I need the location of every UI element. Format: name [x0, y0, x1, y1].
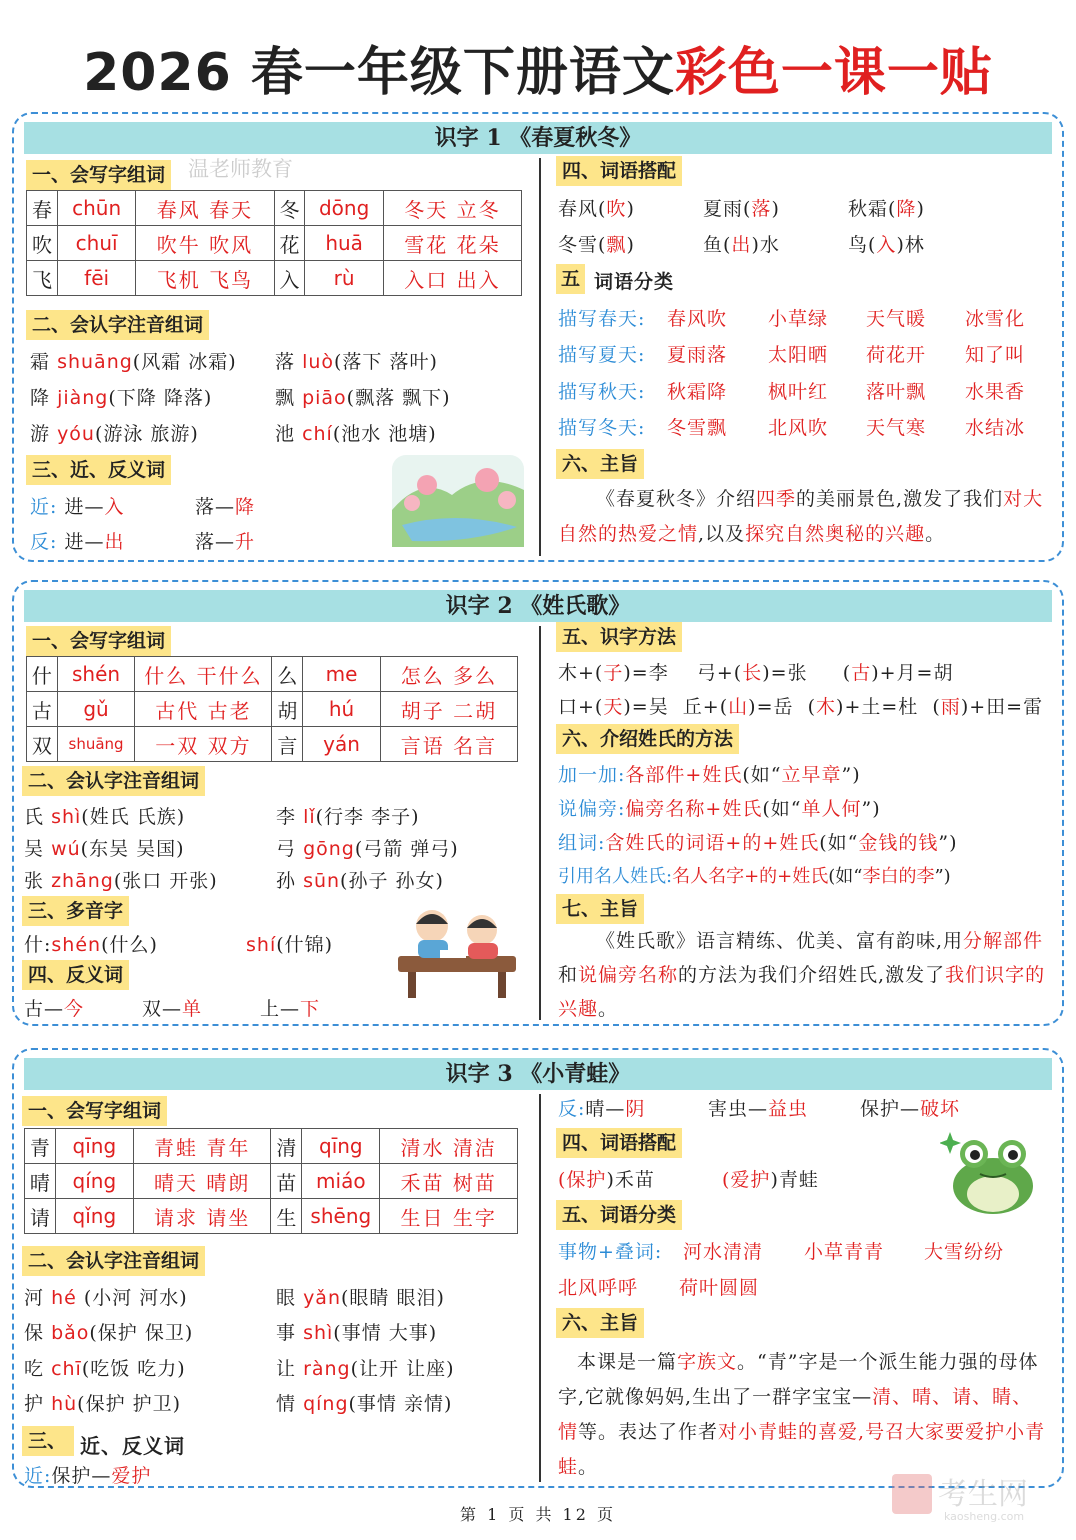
children-writing-illustration — [390, 896, 522, 1008]
category-row: 描写冬天: — [558, 417, 646, 439]
table-cell: 生 — [271, 1199, 302, 1234]
lesson1-title: 识字 1 《春夏秋冬》 — [24, 122, 1052, 154]
category-word: 北风吹 — [768, 417, 829, 439]
table-cell: 古 — [27, 692, 58, 727]
column-divider — [539, 158, 541, 556]
table-cell: 胡子 二胡 — [380, 692, 517, 727]
table-cell: 什 — [27, 657, 58, 692]
category-row: 描写夏天: — [558, 344, 646, 366]
table-cell: 冬天 立冬 — [383, 191, 521, 226]
l2-sec-read: 二、会认字注音组词 — [22, 766, 205, 796]
table-cell: 言 — [272, 727, 303, 762]
table-cell: chuī — [57, 226, 135, 261]
l2-sec-antonym: 四、反义词 — [22, 960, 129, 990]
category-word: 小草青青 — [804, 1241, 885, 1263]
table-cell: 晴 — [25, 1164, 56, 1199]
list-item: 氏 shì(姓氏 氏族) — [24, 806, 186, 828]
category-word: 小草绿 — [768, 308, 829, 330]
antonyms: 反: 进—出 — [30, 531, 125, 553]
category-row: 描写秋天: — [558, 381, 646, 403]
table-cell: huā — [305, 226, 383, 261]
l3-sec-synonym: 近、反义词 — [80, 1434, 185, 1458]
way-item: 组词:含姓氏的词语+的+姓氏(如“金钱的钱”) — [558, 832, 958, 854]
table-cell: 一双 双方 — [135, 727, 272, 762]
table-cell: 青蛙 青年 — [133, 1129, 271, 1164]
svg-text:kaosheng.com: kaosheng.com — [944, 1510, 1025, 1522]
method-row: 口+(天)=吴 丘+(山)=岳 (木)+土=杜 (雨)+田=雷 — [558, 696, 1044, 718]
page-footer: 第 1 页 共 12 页 — [460, 1505, 616, 1524]
table-cell: 双 — [27, 727, 58, 762]
list-item: 让 ràng(让开 让座) — [276, 1358, 455, 1380]
l1-sec-category: 词语分类 — [594, 271, 675, 293]
list-item: 池 chí(池水 池塘) — [275, 423, 437, 445]
antonyms: 反:晴—阴 — [558, 1098, 646, 1120]
table-cell: 春风 春天 — [136, 191, 274, 226]
l2-sec-ways: 六、介绍姓氏的方法 — [556, 724, 739, 754]
near-synonyms: 近:保护—爱护 — [24, 1465, 152, 1487]
table-cell: fēi — [57, 261, 135, 296]
l3-sec-match: 四、词语搭配 — [556, 1128, 682, 1158]
table-row — [27, 261, 522, 296]
list-item: (保护)禾苗 — [558, 1169, 655, 1191]
list-item: (爱护)青蛙 — [722, 1169, 819, 1191]
lesson3-title: 识字 3 《小青蛙》 — [24, 1058, 1052, 1090]
table-row — [27, 692, 518, 727]
table-cell: 吹 — [27, 226, 58, 261]
polyphone-2: shí(什锦) — [246, 934, 334, 956]
list-item: 情 qíng(事情 亲情) — [276, 1393, 453, 1415]
table-cell: 春 — [27, 191, 58, 226]
table-cell: shén — [57, 657, 135, 692]
category-word: 冬雪飘 — [667, 417, 728, 439]
list-item: 吃 chī(吃饭 吃力) — [24, 1358, 186, 1380]
list-item: 游 yóu(游泳 旅游) — [30, 423, 199, 445]
list-item: 鱼(出)水 — [703, 234, 780, 256]
table-cell: 吹牛 吹风 — [136, 226, 274, 261]
near-synonyms-2: 落—降 — [195, 496, 256, 518]
table-cell: 入 — [274, 261, 305, 296]
table-cell: chūn — [57, 191, 135, 226]
antonym-pair: 双—单 — [142, 998, 203, 1020]
category-word: 秋霜降 — [667, 381, 728, 403]
category-word: 枫叶红 — [768, 381, 829, 403]
table-cell: 飞 — [27, 261, 58, 296]
l2-sec-write: 一、会写字组词 — [26, 626, 171, 656]
table-cell: qíng — [55, 1164, 133, 1199]
table-row — [25, 1199, 518, 1234]
column-divider — [539, 626, 541, 1020]
table-cell: 晴天 晴朗 — [133, 1164, 271, 1199]
category-word: 天气暖 — [866, 308, 927, 330]
list-item: 张 zhāng(张口 开张) — [24, 870, 218, 892]
way-item: 加一加:各部件+姓氏(如“立早章”) — [558, 764, 861, 786]
l1-sec-read: 二、会认字注音组词 — [26, 310, 209, 340]
category-word: 北风呼呼 — [558, 1277, 639, 1299]
l3-sec-category: 五、词语分类 — [556, 1200, 682, 1230]
table-cell: rù — [305, 261, 383, 296]
l1-write-table — [26, 190, 522, 296]
table-cell: 青 — [25, 1129, 56, 1164]
table-cell: 花 — [274, 226, 305, 261]
category-row: 描写春天: — [558, 308, 646, 330]
table-cell: 清 — [271, 1129, 302, 1164]
table-cell: yán — [303, 727, 381, 762]
list-item: 飘 piāo(飘落 飘下) — [275, 387, 451, 409]
table-cell: hú — [303, 692, 381, 727]
category-word: 大雪纷纷 — [924, 1241, 1005, 1263]
list-item: 护 hù(保护 护卫) — [24, 1393, 182, 1415]
table-cell: 请 — [25, 1199, 56, 1234]
table-cell: shēng — [302, 1199, 380, 1234]
table-row — [27, 191, 522, 226]
list-item: 冬雪(飘) — [558, 234, 635, 256]
category-row: 事物+叠词: — [558, 1241, 663, 1263]
column-divider — [539, 1094, 541, 1482]
category-word: 太阳晒 — [768, 344, 829, 366]
list-item: 李 lǐ(行李 李子) — [276, 806, 420, 828]
table-cell: 怎么 多么 — [380, 657, 517, 692]
l2-theme-paragraph: 《姓氏歌》语言精练、优美、富有韵味,用分解部件和说偏旁名称的方法为我们介绍姓氏,激发了我们识字的兴趣。 — [558, 930, 1046, 1020]
category-word: 荷叶圆圆 — [679, 1277, 760, 1299]
table-cell: 什么 干什么 — [135, 657, 272, 692]
page-title — [0, 30, 1076, 105]
l1-theme-paragraph: 《春夏秋冬》介绍四季的美丽景色,激发了我们对大自然的热爱之情,以及探究自然奥秘的兴趣。 — [558, 488, 1044, 545]
table-cell: 请求 请坐 — [133, 1199, 271, 1234]
list-item: 夏雨(落) — [703, 198, 780, 220]
polyphone: 什:shén(什么) — [24, 934, 158, 956]
table-cell: dōng — [305, 191, 383, 226]
category-word: 落叶飘 — [866, 381, 927, 403]
table-cell: qǐng — [55, 1199, 133, 1234]
category-word: 冰雪化 — [965, 308, 1026, 330]
list-item: 秋霜(降) — [848, 198, 925, 220]
list-item: 鸟(入)林 — [848, 234, 925, 256]
l1-sec-category-num: 五 — [556, 264, 585, 294]
l2-write-table — [26, 656, 518, 762]
l3-write-table — [24, 1128, 518, 1234]
l1-sec-match: 四、词语搭配 — [556, 156, 682, 186]
table-cell: qīng — [302, 1129, 380, 1164]
frog-illustration — [940, 1118, 1046, 1218]
antonyms-2: 落—升 — [195, 531, 256, 553]
list-item: 弓 gōng(弓箭 弹弓) — [276, 838, 459, 860]
l3-sec-write: 一、会写字组词 — [22, 1096, 167, 1126]
list-item: 降 jiàng(下降 降落) — [30, 387, 213, 409]
l3-theme-paragraph: 本课是一篇字族文。“青”字是一个派生能力强的母体字,它就像妈妈,生出了一群字宝宝—清、晴、请、睛、情等。表达了作者对小青蛙的喜爱,号召大家要爱护小青蛙。 — [558, 1351, 1046, 1478]
method-row: 木+(子)=李 弓+(长)=张 (古)+月=胡 — [558, 662, 954, 684]
list-item: 霜 shuāng(风霜 冰霜) — [30, 351, 237, 373]
table-cell: 雪花 花朵 — [383, 226, 521, 261]
table-cell: 清水 清洁 — [380, 1129, 518, 1164]
table-cell: 禾苗 树苗 — [380, 1164, 518, 1199]
way-item: 引用名人姓氏:名人名字+的+姓氏(如“李白的李”) — [558, 866, 951, 887]
list-item: 保 bǎo(保护 保卫) — [24, 1322, 194, 1344]
table-cell: 生日 生字 — [380, 1199, 518, 1234]
table-cell: 么 — [272, 657, 303, 692]
list-item: 河 hé (小河 河水) — [24, 1287, 188, 1309]
table-row — [27, 727, 518, 762]
category-word: 水结冰 — [965, 417, 1026, 439]
table-cell: miáo — [302, 1164, 380, 1199]
table-row — [27, 657, 518, 692]
category-word: 春风吹 — [667, 308, 728, 330]
l1-sec-theme: 六、主旨 — [556, 449, 644, 479]
category-word: 天气寒 — [866, 417, 927, 439]
l2-sec-theme: 七、主旨 — [556, 894, 644, 924]
antonym-pair: 上—下 — [260, 998, 321, 1020]
table-cell: 古代 古老 — [135, 692, 272, 727]
antonyms: 保护—破坏 — [860, 1098, 961, 1120]
list-item: 事 shì(事情 大事) — [276, 1322, 438, 1344]
list-item: 孙 sūn(孙子 孙女) — [276, 870, 444, 892]
l2-sec-method: 五、识字方法 — [556, 622, 682, 652]
category-word: 河水清清 — [683, 1241, 764, 1263]
l3-sec-theme: 六、主旨 — [556, 1308, 644, 1338]
antonyms: 害虫—益虫 — [708, 1098, 809, 1120]
antonym-pair: 古—今 — [24, 998, 85, 1020]
l3-sec-read: 二、会认字注音组词 — [22, 1246, 205, 1276]
l1-sec-write: 一、会写字组词 — [26, 160, 171, 190]
table-cell: 言语 名言 — [380, 727, 517, 762]
list-item: 春风(吹) — [558, 198, 635, 220]
l3-sec-synonym-num: 三、 — [22, 1426, 74, 1456]
category-word: 夏雨落 — [667, 344, 728, 366]
l2-sec-polyphone: 三、多音字 — [22, 896, 129, 926]
lesson2-title: 识字 2 《姓氏歌》 — [24, 590, 1052, 622]
table-cell: 胡 — [272, 692, 303, 727]
table-cell: qīng — [55, 1129, 133, 1164]
category-word: 水果香 — [965, 381, 1026, 403]
table-cell: gǔ — [57, 692, 135, 727]
table-cell: me — [303, 657, 381, 692]
list-item: 眼 yǎn(眼睛 眼泪) — [276, 1287, 445, 1309]
l1-sec-synonym: 三、近、反义词 — [26, 455, 171, 485]
svg-text:考生网: 考生网 — [938, 1477, 1028, 1512]
spring-landscape-illustration — [392, 455, 524, 547]
table-row — [25, 1164, 518, 1199]
table-row — [25, 1129, 518, 1164]
way-item: 说偏旁:偏旁名称+姓氏(如“单人何”) — [558, 798, 881, 820]
table-cell: 冬 — [274, 191, 305, 226]
list-item: 吴 wú(东吴 吴国) — [24, 838, 185, 860]
title-main: 2026 春一年级下册语文 — [83, 43, 675, 103]
table-row — [27, 226, 522, 261]
list-item: 落 luò(落下 落叶) — [275, 351, 438, 373]
table-cell: shuāng — [57, 727, 135, 762]
category-word: 荷花开 — [866, 344, 927, 366]
table-cell: 入口 出入 — [383, 261, 521, 296]
table-cell: 飞机 飞鸟 — [136, 261, 274, 296]
near-synonyms: 近: 进—入 — [30, 496, 125, 518]
table-cell: 苗 — [271, 1164, 302, 1199]
category-word: 知了叫 — [965, 344, 1026, 366]
title-accent: 彩色一课一贴 — [674, 43, 993, 103]
watermark: 温老师教育 — [188, 157, 293, 181]
